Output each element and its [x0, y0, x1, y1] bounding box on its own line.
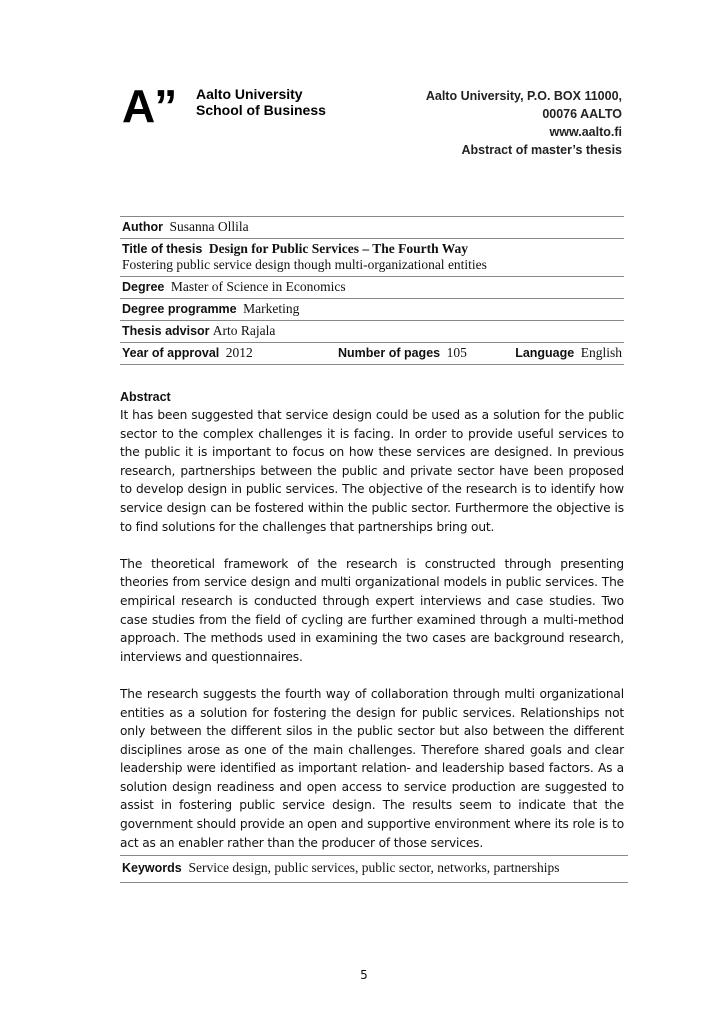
programme-value: Marketing	[243, 301, 300, 316]
thesis-metadata	[120, 216, 624, 365]
degree-value: Master of Science in Economics	[170, 279, 346, 294]
programme-row	[120, 298, 624, 320]
author-label: Author	[122, 220, 163, 234]
title-value: Design for Public Services – The Fourth Way	[208, 241, 468, 256]
document-type: Abstract of master’s thesis	[461, 143, 622, 157]
programme-label: Degree programme	[122, 302, 237, 316]
abstract-section	[120, 388, 624, 871]
year-label: Year of approval	[122, 346, 220, 360]
advisor-row	[120, 320, 624, 342]
language-value: English	[580, 345, 622, 360]
abstract-paragraph-3: The research suggests the fourth way of collaboration through multi organizational entities as a solution for fostering the design for public services. Relationships not only between the different silos in the public sector but also between the different disciplines arose as one of the main challenges. Therefore shared goals and clear leadership were identified as important relation- and leadership based factors. As a solution design readiness and open access to service production are suggested to assist in fostering public service design. The results seem to indicate that the government should provide an open and supportive environment where its role is to act as an enabler rather than the producer of those services.	[120, 686, 624, 850]
aalto-logo-mark: A”	[122, 80, 177, 132]
institution-line2: School of Business	[196, 102, 326, 118]
advisor-label: Thesis advisor	[122, 324, 210, 338]
advisor-value: Arto Rajala	[212, 323, 276, 338]
abstract-paragraph-2: The theoretical framework of the research is constructed through presenting theories from service design and multi organizational models in public services. The empirical research is conducted through expert interviews and case studies. Two case studies from the field of cycling are further examined through a multi-method approach. The methods used in examining the two cases are background research, interviews and questionnaires.	[120, 556, 624, 664]
keywords-value: Service design, public services, public sector, networks, partnerships	[188, 860, 560, 875]
title-row	[120, 238, 624, 276]
year-value: 2012	[225, 345, 253, 360]
address-line1: Aalto University, P.O. BOX 11000,	[425, 89, 622, 103]
pages-cell	[338, 345, 515, 361]
logo-text	[196, 86, 326, 118]
keywords-label: Keywords	[122, 861, 182, 875]
keywords-row	[120, 855, 628, 883]
university-logo	[122, 80, 362, 132]
degree-label: Degree	[122, 280, 165, 294]
address-line2: 00076 AALTO	[542, 107, 622, 121]
year-cell	[122, 345, 338, 361]
page-number: 5	[360, 968, 368, 982]
institution-line1: Aalto University	[196, 86, 303, 102]
pages-value: 105	[446, 345, 467, 360]
subtitle-value: Fostering public service design though multi-organizational entities	[122, 257, 487, 272]
abstract-paragraph-1: It has been suggested that service design could be used as a solution for the public sector to the complex challenges it is facing. In order to provide useful services to the public it is important to focus on how these services are designed. In previous research, partnerships between the public and private sector have been proposed to develop design in public services. The objective of the research is to identify how service design can be fostered within the public sector. Furthermore the objective is to find solutions for the challenges that partnerships bring out.	[120, 408, 624, 534]
address-line3: www.aalto.fi	[549, 125, 622, 139]
pages-label: Number of pages	[338, 346, 441, 360]
language-cell	[515, 345, 622, 361]
title-label: Title of thesis	[122, 242, 203, 256]
abstract-heading: Abstract	[120, 390, 171, 404]
language-label: Language	[515, 346, 575, 360]
author-value: Susanna Ollila	[169, 219, 249, 234]
address-block	[426, 87, 622, 159]
author-row	[120, 216, 624, 238]
approval-row	[120, 342, 624, 365]
degree-row	[120, 276, 624, 298]
